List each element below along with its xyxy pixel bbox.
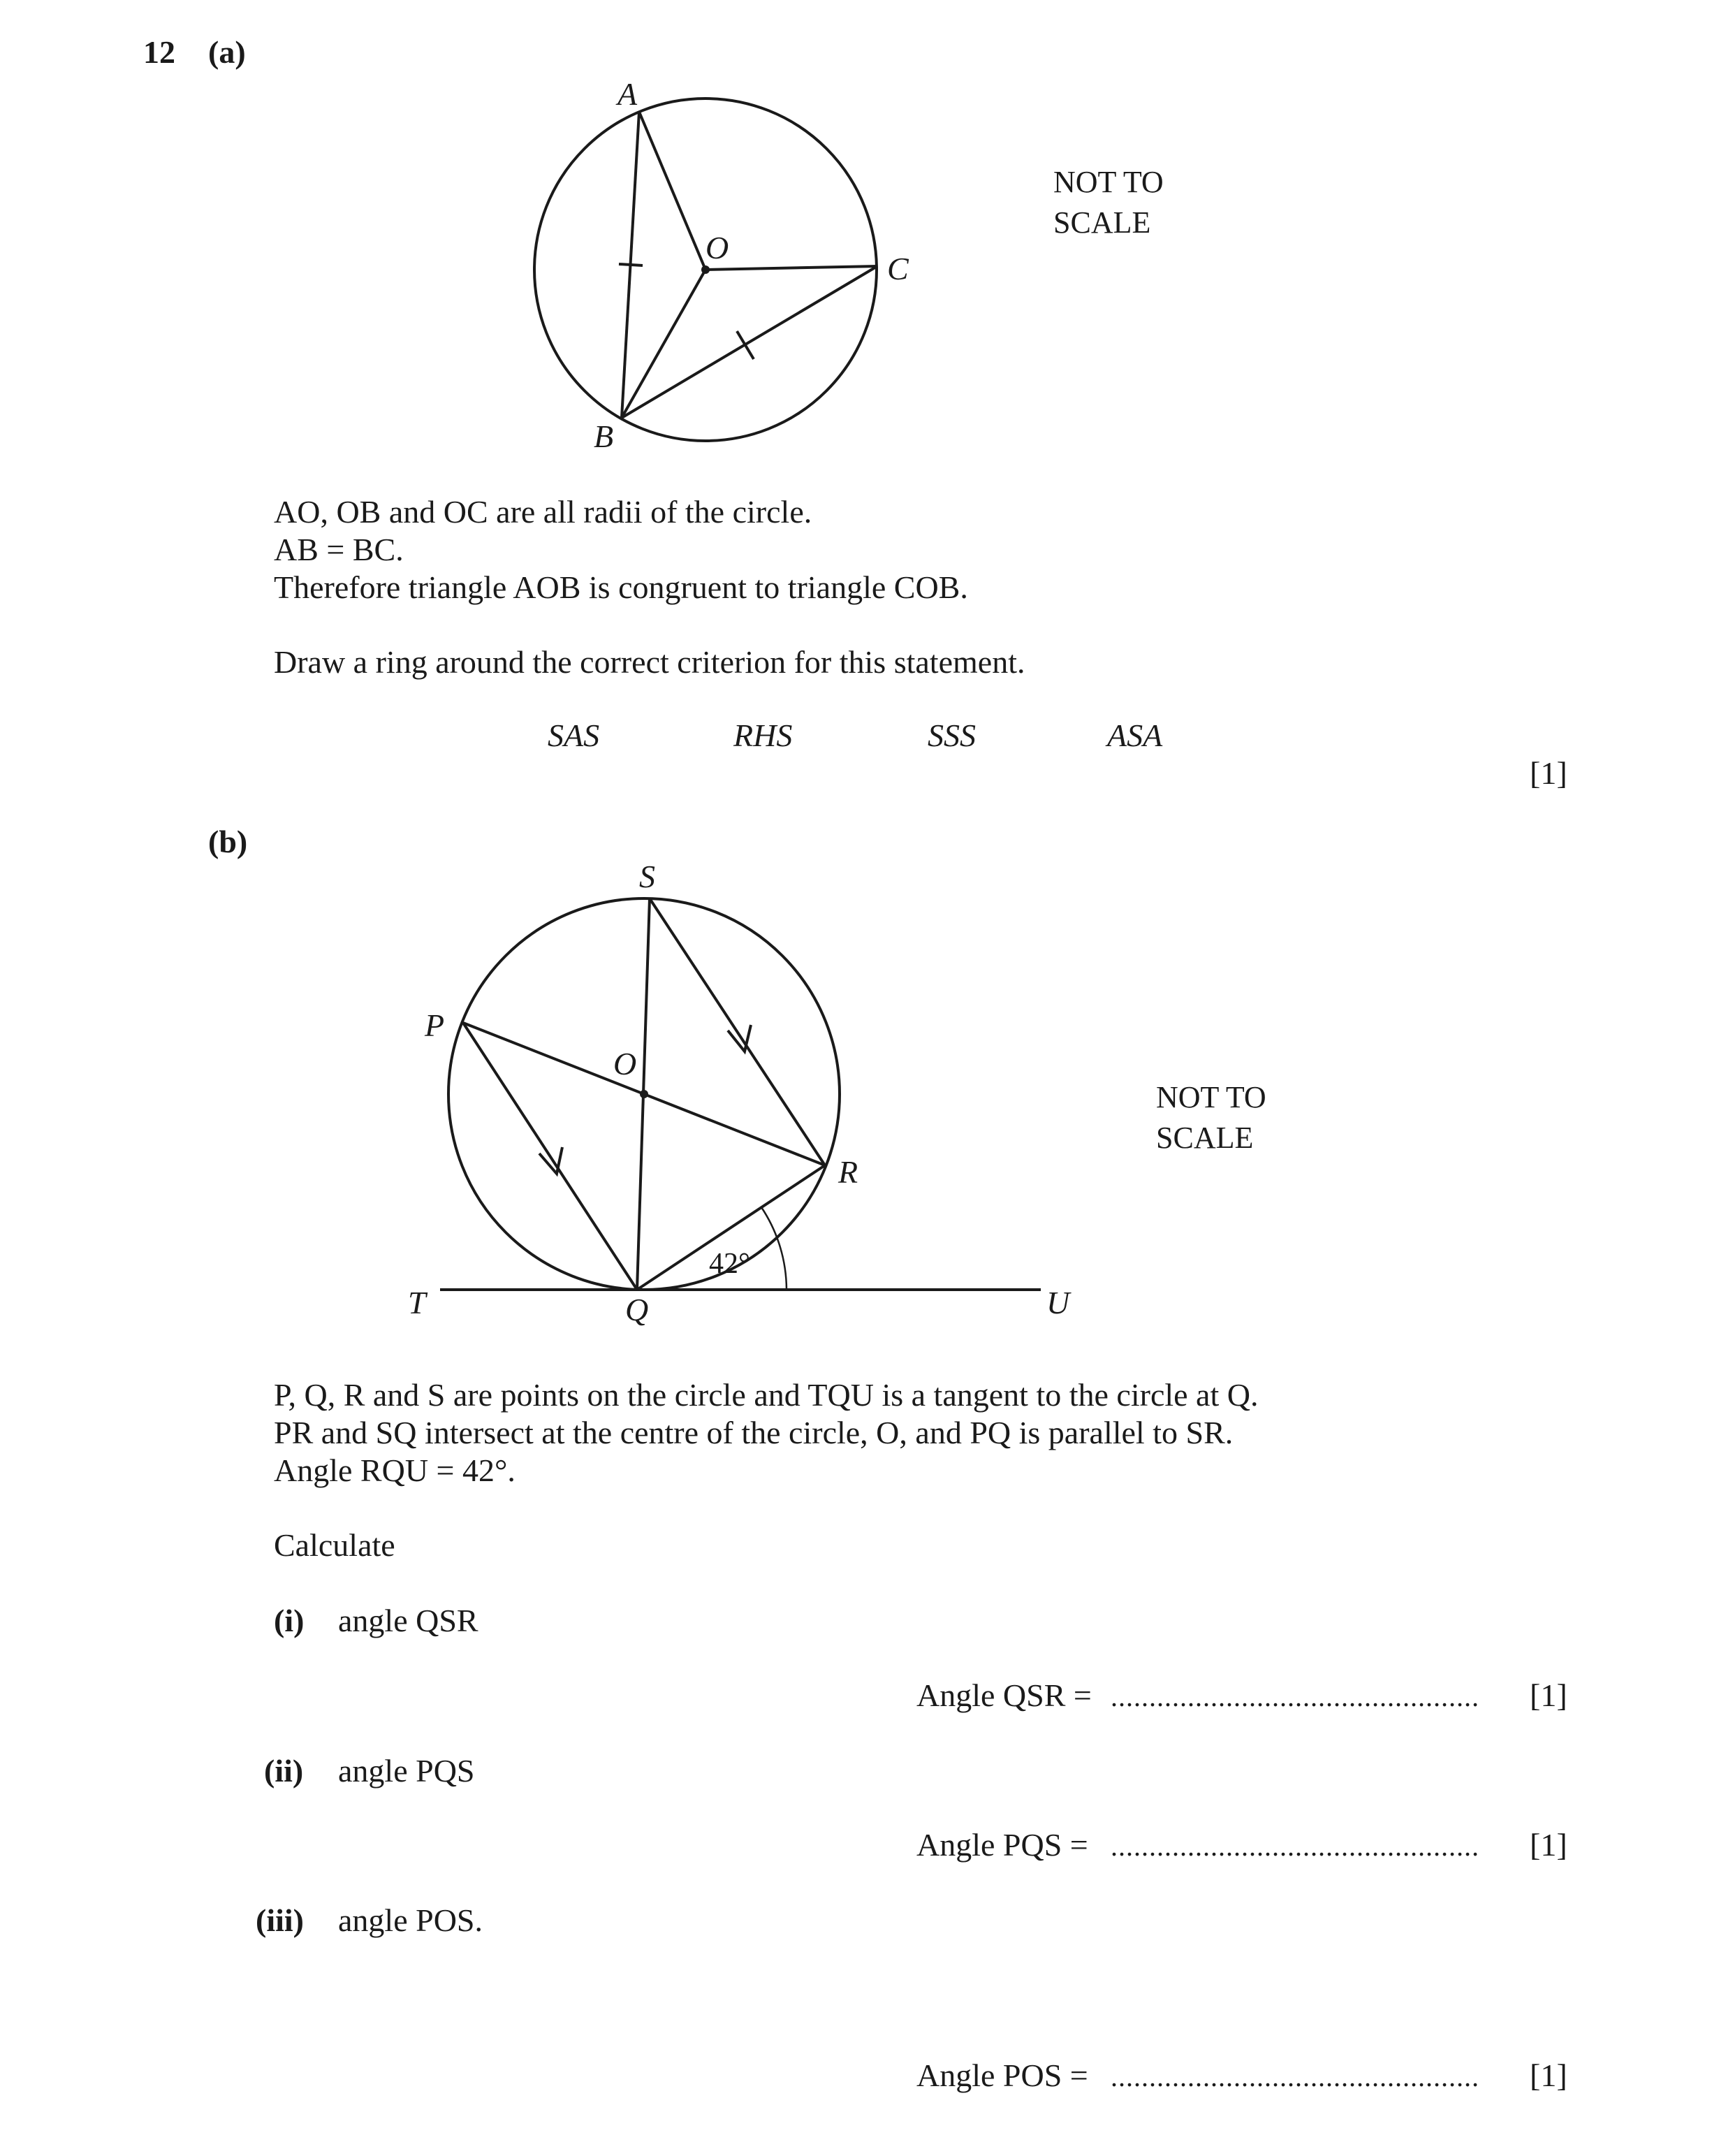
not-to-scale-a-line2: SCALE bbox=[1053, 205, 1151, 240]
part-a-instruction: Draw a ring around the correct criterion for this statement. bbox=[274, 644, 1025, 680]
subpart-i-label: (i) bbox=[274, 1603, 305, 1638]
not-to-scale-b-line1: NOT TO bbox=[1156, 1080, 1266, 1114]
tick-bc bbox=[737, 331, 754, 359]
subpart-iii-marks: [1] bbox=[1530, 2057, 1567, 2093]
subpart-i-prompt: angle QSR bbox=[338, 1603, 478, 1638]
part-a-label: (a) bbox=[208, 34, 246, 70]
part-a-statement-1: AO, OB and OC are all radii of the circle. bbox=[274, 494, 812, 530]
label-b-S: S bbox=[639, 859, 655, 894]
subpart-ii-label: (ii) bbox=[264, 1753, 304, 1789]
radius-ob bbox=[622, 270, 705, 418]
radius-oa bbox=[639, 112, 705, 270]
subpart-ii-marks: [1] bbox=[1530, 1827, 1567, 1863]
part-a-marks: [1] bbox=[1530, 755, 1567, 791]
centre-dot-a bbox=[701, 265, 710, 274]
label-a-A: A bbox=[617, 76, 638, 112]
part-b-statement-1: P, Q, R and S are points on the circle and TQU is a tangent to the circle at Q. bbox=[274, 1377, 1259, 1413]
label-b-O: O bbox=[613, 1046, 637, 1081]
label-b-Q: Q bbox=[625, 1292, 649, 1327]
part-b-statement-2: PR and SQ intersect at the centre of the circle, O, and PQ is parallel to SR. bbox=[274, 1415, 1234, 1450]
not-to-scale-b-line2: SCALE bbox=[1156, 1121, 1254, 1155]
tick-ab bbox=[619, 264, 643, 265]
not-to-scale-b bbox=[1156, 1077, 1266, 1158]
criterion-sss[interactable]: SSS bbox=[928, 718, 976, 753]
chord-bc bbox=[622, 266, 877, 418]
part-a-statement-2: AB = BC. bbox=[274, 532, 404, 567]
chord-sr bbox=[650, 898, 825, 1165]
subpart-ii-prompt: angle PQS bbox=[338, 1753, 475, 1789]
subpart-iii-answer-field[interactable]: ................................................ bbox=[1111, 2061, 1479, 2092]
subpart-i-marks: [1] bbox=[1530, 1677, 1567, 1713]
subpart-iii-label: (iii) bbox=[256, 1902, 304, 1938]
chord-pq bbox=[463, 1023, 637, 1290]
subpart-iii-prompt: angle POS. bbox=[338, 1902, 483, 1938]
subpart-ii-answer-label: Angle PQS = bbox=[916, 1827, 1088, 1863]
criterion-rhs[interactable]: RHS bbox=[733, 718, 793, 753]
question-number: 12 bbox=[143, 34, 175, 70]
label-b-T: T bbox=[408, 1285, 426, 1320]
label-b-P: P bbox=[425, 1007, 445, 1043]
diagram-b bbox=[440, 898, 1041, 1290]
label-a-C: C bbox=[887, 251, 909, 286]
criterion-sas[interactable]: SAS bbox=[548, 718, 600, 753]
label-b-U: U bbox=[1046, 1285, 1070, 1320]
part-b-statement-3: Angle RQU = 42°. bbox=[274, 1452, 515, 1488]
subpart-i-answer-field[interactable]: ................................................ bbox=[1111, 1681, 1479, 1712]
criterion-asa[interactable]: ASA bbox=[1107, 718, 1163, 753]
label-a-B: B bbox=[594, 418, 614, 454]
centre-dot-b bbox=[640, 1090, 648, 1098]
part-b-label: (b) bbox=[208, 824, 248, 859]
part-a-statement-3: Therefore triangle AOB is congruent to triangle COB. bbox=[274, 569, 968, 605]
calculate-instruction: Calculate bbox=[274, 1527, 395, 1563]
subpart-ii-answer-field[interactable]: ................................................ bbox=[1111, 1830, 1479, 1862]
not-to-scale-a bbox=[1053, 162, 1164, 243]
parallel-arrow-pq bbox=[539, 1147, 562, 1174]
not-to-scale-a-line1: NOT TO bbox=[1053, 165, 1164, 199]
label-b-R: R bbox=[838, 1154, 858, 1190]
subpart-iii-answer-label: Angle POS = bbox=[916, 2057, 1088, 2093]
subpart-i-answer-label: Angle QSR = bbox=[916, 1677, 1092, 1713]
radius-oc bbox=[705, 266, 877, 270]
angle-label-42: 42° bbox=[709, 1248, 750, 1280]
label-a-O: O bbox=[705, 230, 729, 265]
